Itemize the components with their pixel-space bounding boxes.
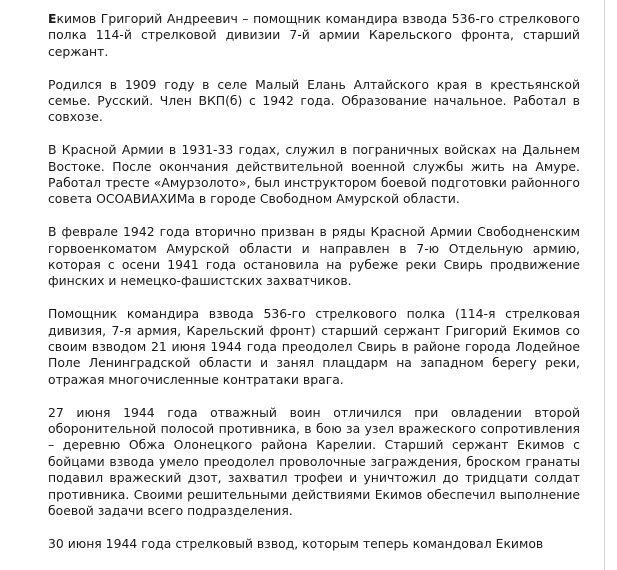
page-border — [604, 0, 605, 570]
article-body — [48, 11, 580, 569]
paragraph-june-30: 30 июня 1944 года стрелковый взвод, которым теперь командовал Екимов — [48, 535, 544, 551]
paragraph-birth: Родился в 1909 году в селе Малый Елань Алтайского края в крестьянской семье. Русский. Член ВКП(б) с 1942 года. Образование начальное. Работал в совхозе. — [48, 76, 580, 125]
paragraph-prewar-service: В Красной Армии в 1931-33 годах, служил в пограничных войсках на Дальнем Востоке. После окончания действительной военной службы жить на Амуре. Работал тресте «Амурзолото», был инструктором боевой подготовки районного совета ОСОАВИАХИМа в городе Свободном Амурской области. — [48, 142, 580, 207]
drop-letter: Е — [48, 11, 57, 26]
paragraph-conscription: В феврале 1942 года вторично призван в ряды Красной Армии Свободненским горвоенкоматом Амурской области и направлен в 7-ю Отдельную армию, которая с осени 1941 года остановила на рубеже реки Свирь продвижение финских и немецко-фашистских захватчиков. — [48, 224, 580, 289]
paragraph-intro — [48, 11, 580, 60]
paragraph-svir-crossing: Помощник командира взвода 536-го стрелкового полка (114-я стрелковая дивизия, 7-я армия, Карельский фронт) старший сержант Григорий Екимов со своим взводом 21 июня 1944 года преодолел Свирь в районе города Лодейное Поле Ленинградской области и занял плацдарм на западном берегу реки, отражая многочисленные контратаки врага. — [48, 306, 580, 387]
paragraph-text: кимов Григорий Андреевич – помощник командира взвода 536-го стрелкового полка 114-й стрелковой дивизии 7-й армии Карельского фронта, старший сержант. — [48, 11, 580, 59]
paragraph-obzha-battle: 27 июня 1944 года отважный воин отличился при овладении второй оборонительной полосой противника, в бою за узел вражеского сопротивления – деревню Обжа Олонецкого района Карелии. Старший сержант Екимов с бойцами взвода умело преодолел проволочные заграждения, броском гранаты подавил вражеский дзот, захватил трофеи и уничтожил до тридцати солдат противника. Своими решительными действиями Екимов обеспечил выполнение боевой задачи всего подразделения. — [48, 404, 580, 519]
